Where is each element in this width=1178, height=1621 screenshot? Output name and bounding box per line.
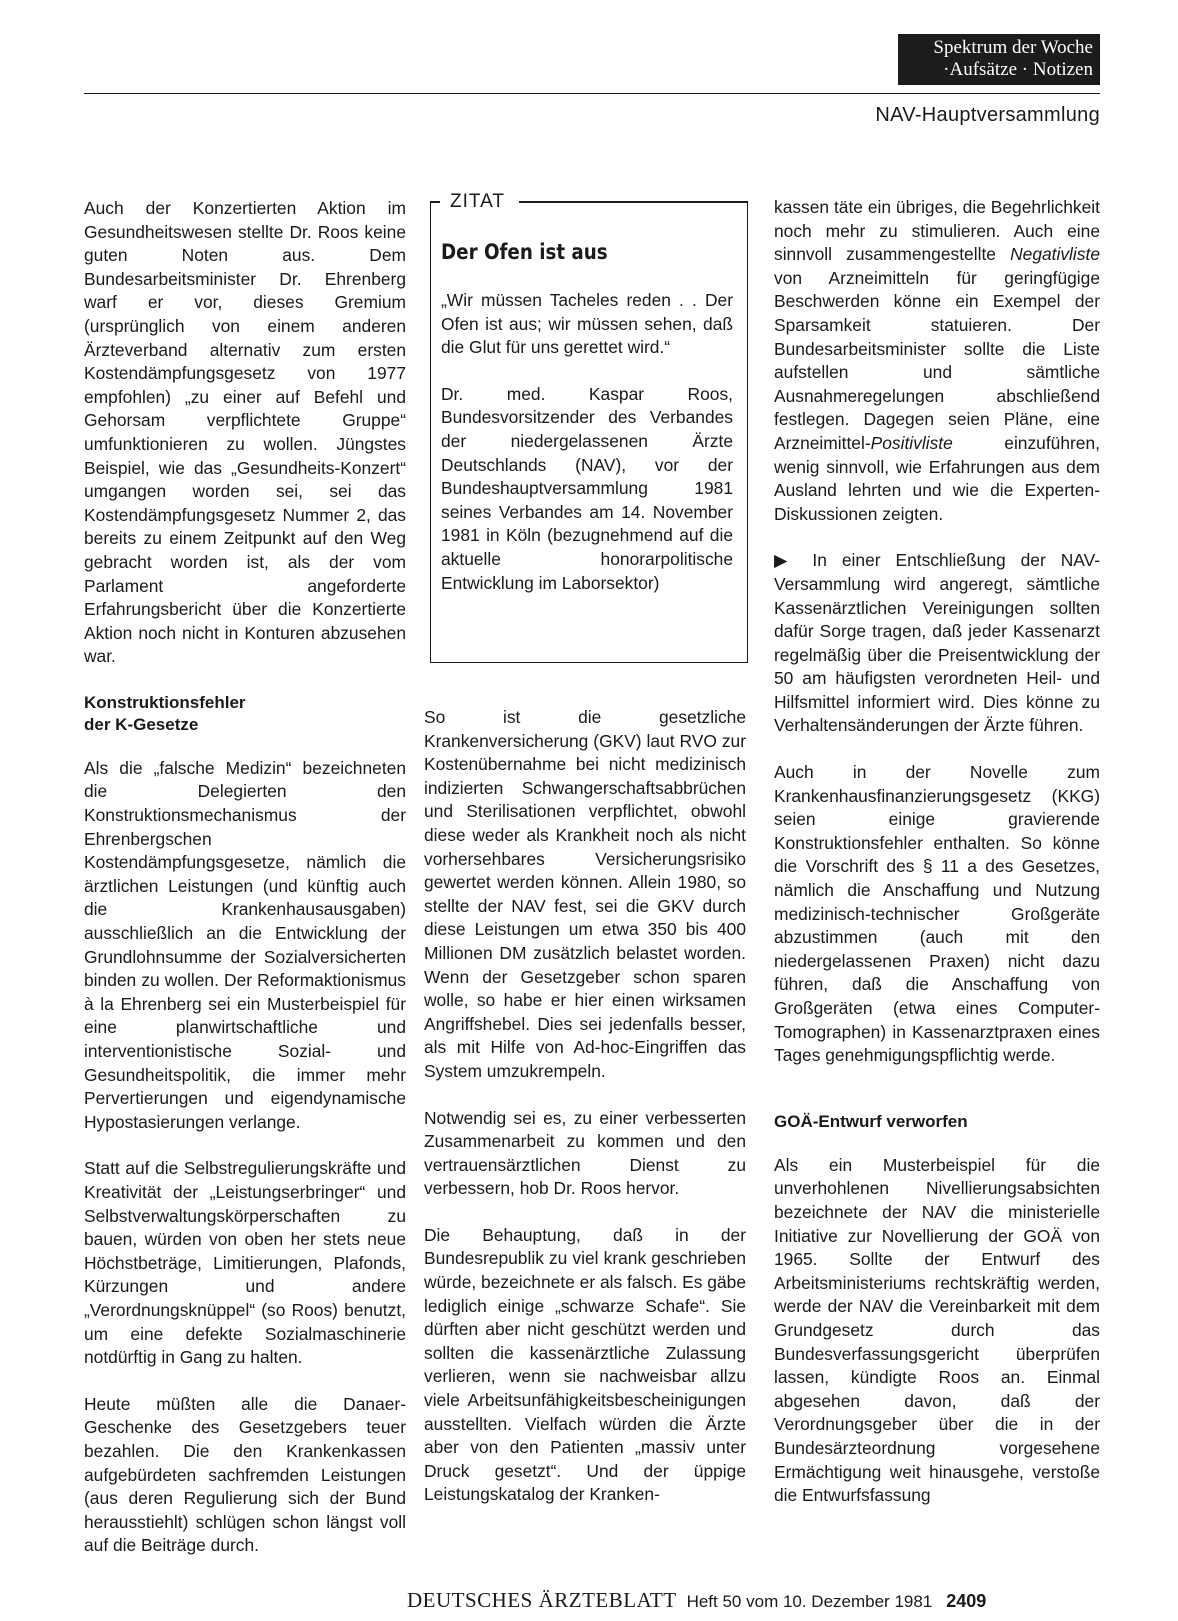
- column-2: [424, 706, 746, 1530]
- quote-text: „Wir müssen Tacheles reden . . Der Ofen ist aus; wir müssen sehen, daß die Glut für uns gerettet wird.“: [441, 290, 733, 358]
- paragraph: Heute müßten alle die Danaer-Geschenke des Gesetzgebers teuer bezahlen. Die den Krankenkassen aufgebürdeten sachfremden Leistungen (aus deren Regulierung sich der Bund herausstiehlt) schlügen schon längst voll auf die Beiträge durch.: [84, 1393, 406, 1556]
- text-run: In einer Entschließung der NAV-Versammlung wird angeregt, sämtliche Kassenärztlichen Vereinigungen sollten dafür Sorge tragen, daß jeder Kassenarzt regelmäßig über die Preisentwicklung der 50 am häufigsten verordneten Heil- und Hilfsmittel informiert wird. Dies könne zu Verhaltensänderungen der Ärzte führen.: [774, 550, 1100, 736]
- text-run: kassen täte ein übriges, die Begehrlichkeit noch mehr zu stimulieren. Auch eine sinnvoll zusammengestellte: [774, 197, 1100, 265]
- paragraph: Auch in der Novelle zum Krankenhausfinanzierungsgesetz (KKG) seien einige gravierende Konstruktionsfehler enthalten. So könne die Vorschrift des § 11 a des Gesetzes, nämlich die Anschaffung und Nutzung medizinisch-technischer Großgeräte abzustimmen (auch mit den niedergelassenen Praxen) nicht dazu führen, daß die Anschaffung von Großgeräten (etwa eines Computer-Tomographen) in Kassenarztpraxen eines Tages genehmigungspflichtig werde.: [774, 762, 1100, 1066]
- paragraph: [774, 196, 1100, 526]
- quote-box-top-border: [430, 201, 440, 203]
- paragraph: Notwendig sei es, zu einer verbesserten Zusammenarbeit zu kommen und den vertrauensärztlichen Dienst zu verbessern, hob Dr. Roos hervor.: [424, 1107, 746, 1199]
- quote-title: Der Ofen ist aus: [441, 240, 608, 265]
- subheading: [84, 692, 406, 736]
- paragraph: Als die „falsche Medizin“ bezeichneten die Delegierten den Konstruktionsmechanismus der Ehrenbergschen Kostendämpfungsgesetze, nämlich die ärztlichen Leistungen (und künftig auch die Krankenhausausgaben) ausschließlich an die Entwicklung der Grundlohnsumme der Sozialversicherten binden zu wollen. Der Reformaktionismus à la Ehrenberg sei ein Musterbeispiel für eine planwirtschaftliche und interventionistische Sozial- und Gesundheitspolitik, die immer mehr Pervertierungen und eigendynamische Hypostasierungen verlange.: [84, 757, 406, 1132]
- magazine-name: DEUTSCHES ÄRZTEBLATT: [407, 1588, 677, 1612]
- badge-line-2: ·Aufsätze · Notizen: [943, 59, 1093, 80]
- emphasis-negativliste: Negativliste: [1010, 244, 1100, 265]
- column-3: [774, 196, 1100, 1531]
- triangle-bullet-icon: ▶: [774, 550, 798, 571]
- quote-box-top-border: [519, 201, 748, 203]
- quote-box: [430, 191, 748, 663]
- header-rule: [84, 93, 1100, 94]
- paragraph: Auch der Konzertierten Aktion im Gesundheitswesen stellte Dr. Roos keine guten Noten aus. Dem Bundesarbeitsminister Dr. Ehrenberg warf er vor, dieses Gremium (ursprünglich von einem anderen Ärzteverband alternativ zum ersten Kostendämpfungsgesetz von 1977 empfohlen) „zu einer auf Befehl und Gehorsam verpflichtete Gruppe“ umfunktionieren zu wollen. Jüngstes Beispiel, wie das „Gesundheits-Konzert“ umgangen worden sei, sei das Kostendämpfungsgesetz Nummer 2, das bereits zu einem Zeitpunkt auf den Weg gebracht worden ist, als der vom Parlament angeforderte Erfahrungsbericht über die Konzertierte Aktion noch nicht in Konturen abzusehen war.: [84, 198, 406, 667]
- subheading-line-2: der K-Gesetze: [84, 714, 199, 734]
- page-number: 2409: [946, 1591, 987, 1611]
- paragraph: Die Behauptung, daß in der Bundesrepublik zu viel krank geschrieben würde, bezeichnete er als falsch. Es gäbe lediglich einige „schwarze Schafe“. Sie dürften aber nicht geschützt werden und sollten die kassenärztliche Zulassung verlieren, wenn sie nachweisbar allzu viele Arbeitsunfähigkeitsbescheinigungen ausstellten. Vielfach würden die Ärzte aber von den Patienten „massiv unter Druck gesetzt“. Und der üppige Leistungskatalog der Kranken-: [424, 1224, 746, 1505]
- quote-attribution: Dr. med. Kaspar Roos, Bundesvorsitzender des Verbandes der niedergelassenen Ärzte Deutschlands (NAV), vor der Bundeshauptversammlung 1981 seines Verbandes am 14. November 1981 in Köln (bezugnehmend auf die aktuelle honorarpolitische Entwicklung im Laborsektor): [441, 383, 733, 593]
- badge-line-1: Spektrum der Woche: [933, 37, 1093, 58]
- emphasis-positivliste: Positivliste: [870, 432, 953, 453]
- text-run: von Arzneimitteln für geringfügige Beschwerden könne ein Exempel der Sparsamkeit statuieren. Der Bundesarbeitsminister sollte die Liste aufstellen und sämtliche Ausnahmeregelungen abschließend festlegen. Dagegen seien Pläne, eine Arzneimittel-: [774, 267, 1100, 453]
- column-1: [84, 197, 406, 1581]
- issue-info: Heft 50 vom 10. Dezember 1981: [686, 1592, 933, 1611]
- paragraph: [774, 549, 1100, 738]
- footer: [407, 1588, 986, 1613]
- section-title: NAV-Hauptversammlung: [875, 104, 1100, 126]
- paragraph: Als ein Musterbeispiel für die unverhohlenen Nivellierungsabsichten bezeichnete der NAV die ministerielle Initiative zur Novellierung der GOÄ von 1965. Sollte der Entwurf des Arbeitsministeriums rechtskräftig werden, werde der NAV die Vereinbarkeit mit dem Grundgesetz durch das Bundesverfassungsgericht überprüfen lassen, kündigte Roos an. Einmal abgesehen davon, daß der Verordnungsgeber über die in der Bundesärzteordnung vorgesehene Ermächtigung weit hinausgehe, verstoße die Entwurfsfassung: [774, 1154, 1100, 1506]
- subheading: GOÄ-Entwurf verworfen: [774, 1111, 968, 1131]
- section-badge: [898, 34, 1100, 85]
- paragraph: So ist die gesetzliche Krankenversicherung (GKV) laut RVO zur Kostenübernahme bei nicht medizinisch indizierten Schwangerschaftsabbrüchen und Sterilisationen verpflichtet, obwohl diese weder als Krankheit noch als nicht vorhersehbares Versicherungsrisiko gewertet werden können. Allein 1980, so stellte der NAV fest, sei die GKV durch diese Leistungen um etwa 350 bis 400 Millionen DM zusätzlich belastet worden. Wenn der Gesetzgeber schon sparen wolle, so habe er hier einen wirksamen Angriffshebel. Dies sei jedenfalls besser, als mit Hilfe von Ad-hoc-Eingriffen das System umzukrempeln.: [424, 707, 746, 1081]
- text-run: einzuführen, wenig sinnvoll, wie Erfahrungen aus dem Ausland lehrten und wie die Experten-Diskussionen zeigten.: [774, 432, 1100, 524]
- quote-label: ZITAT: [447, 191, 508, 213]
- paragraph: Statt auf die Selbstregulierungskräfte und Kreativität der „Leistungserbringer“ und Selbstverwaltungskörperschaften zu bauen, würden von oben her stets neue Höchstbeträge, Limitierungen, Plafonds, Kürzungen und andere „Verordnungsknüppel“ (so Roos) benutzt, um eine defekte Sozialmaschinerie notdürftig in Gang zu halten.: [84, 1158, 406, 1368]
- subheading-line-1: Konstruktionsfehler: [84, 692, 246, 712]
